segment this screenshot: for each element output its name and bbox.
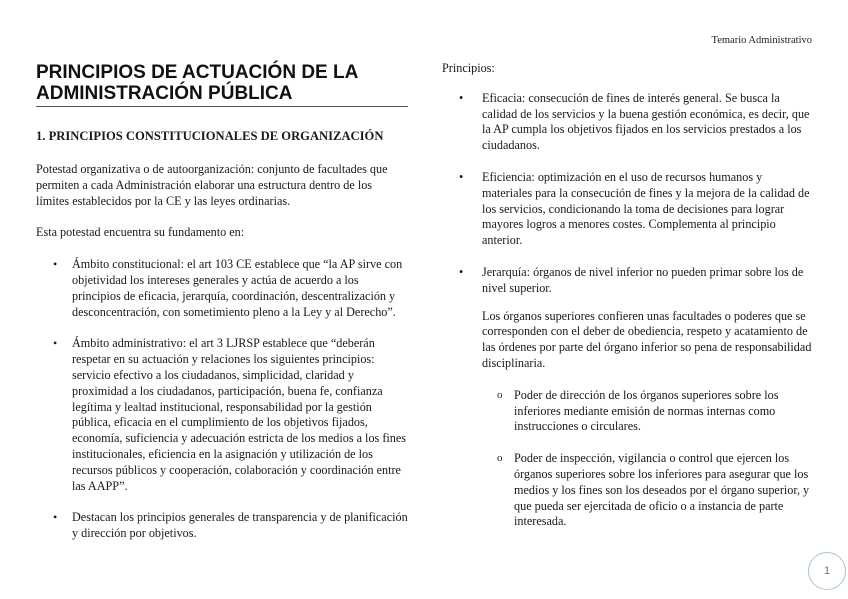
list-item-text: Ámbito constitucional: el art 103 CE establece que “la AP sirve con objetividad los intereses generales y actúa de acuerdo a los principios de eficacia, jerarquía, coordinación, descentralización y desconcentración, con sometimiento pleno a la Ley y al Derecho”. — [72, 257, 403, 319]
list-item-text: Poder de dirección de los órganos superiores sobre los inferiores mediante emisión de normas internas como instrucciones o circulares. — [514, 387, 779, 434]
list-item-text: Destacan los principios generales de transparencia y de planificación y dirección por objetivos. — [72, 510, 408, 541]
list-item — [442, 170, 814, 249]
bullet-icon: • — [459, 90, 464, 105]
paragraph-jerarquia: Los órganos superiores confieren unas facultades o poderes que se corresponden con el deber de obediencia, respeto y acatamiento de las órdenes por parte del órgano inferior so pena de responsabilidad disciplinaria. — [482, 308, 812, 370]
bullet-icon: • — [459, 169, 464, 184]
circle-bullet-icon: o — [497, 452, 503, 465]
list-item-text: Eficacia: consecución de fines de interés general. Se busca la calidad de los servicios y la buena gestión económica, es decir, que la AP cumpla los objetivos fijados en los servicios prestados a los ciudadanos. — [482, 90, 810, 153]
list-item-text: Ámbito administrativo: el art 3 LJRSP establece que “deberán respetar en su actuación y relaciones los siguientes principios: servicio efectivo a los ciudadanos, simplicidad, claridad y proximidad a los ciudadanos, participación, buena fe, confianza legítima y lealtad institucional, responsabilidad por la gestión pública, eficacia en el cumplimiento de los objetivos fijados, economía, suficiencia y adecuación estricta de los medios a los fines institucionales, eficiencia en la asignación y utilización de los recursos públicos y cooperación, colaboración y coordinación entre las AAPP”. — [72, 336, 407, 493]
document-header-label: Temario Administrativo — [711, 35, 812, 46]
poderes-list — [442, 388, 814, 530]
list-item-text: Jerarquía: órganos de nivel inferior no pueden primar sobre los de nivel superior. — [482, 264, 804, 295]
list-item-text: Poder de inspección, vigilancia o control que ejercen los órganos superiores sobre los inferiores para asegurar que los medios y los fines son los deseados por el órgano superior, y que pueda ser ejercitada de oficio o a instancia de parte interesada. — [514, 451, 810, 529]
list-item — [442, 388, 814, 435]
bullet-icon: • — [53, 510, 58, 525]
list-item — [442, 265, 814, 297]
principios-label: Principios: — [442, 61, 495, 75]
left-column — [36, 58, 408, 558]
section-title: 1. PRINCIPIOS CONSTITUCIONALES DE ORGANIZACIÓN — [36, 129, 384, 143]
document-title: PRINCIPIOS DE ACTUACIÓN DE LA ADMINISTRACIÓN PÚBLICA — [36, 62, 408, 107]
list-item — [36, 336, 408, 494]
bullet-icon: • — [53, 336, 58, 351]
list-item-text: Eficiencia: optimización en el uso de recursos humanos y materiales para la consecución de fines y la mejora de la calidad de los servicios, condicionando la toma de decisiones para lograr mayores logros a menores costes. Complementa al principio anterior. — [482, 169, 810, 248]
paragraph-fundamento: Esta potestad encuentra su fundamento en: — [36, 225, 245, 240]
paragraph-potestad: Potestad organizativa o de autoorganización: conjunto de facultades que permiten a cada Administración elaborar una estructura dentro de los límites establecidos por la CE y las leyes ordinarias. — [36, 162, 388, 208]
list-item — [442, 451, 814, 530]
fundamento-list — [36, 257, 408, 542]
principios-list — [442, 91, 814, 297]
list-item — [36, 510, 408, 542]
list-item — [442, 91, 814, 154]
page-number-badge: 1 — [808, 552, 846, 590]
circle-bullet-icon: o — [497, 388, 503, 401]
list-item — [36, 257, 408, 320]
bullet-icon: • — [459, 264, 464, 279]
bullet-icon: • — [53, 257, 58, 272]
right-column — [442, 58, 814, 546]
